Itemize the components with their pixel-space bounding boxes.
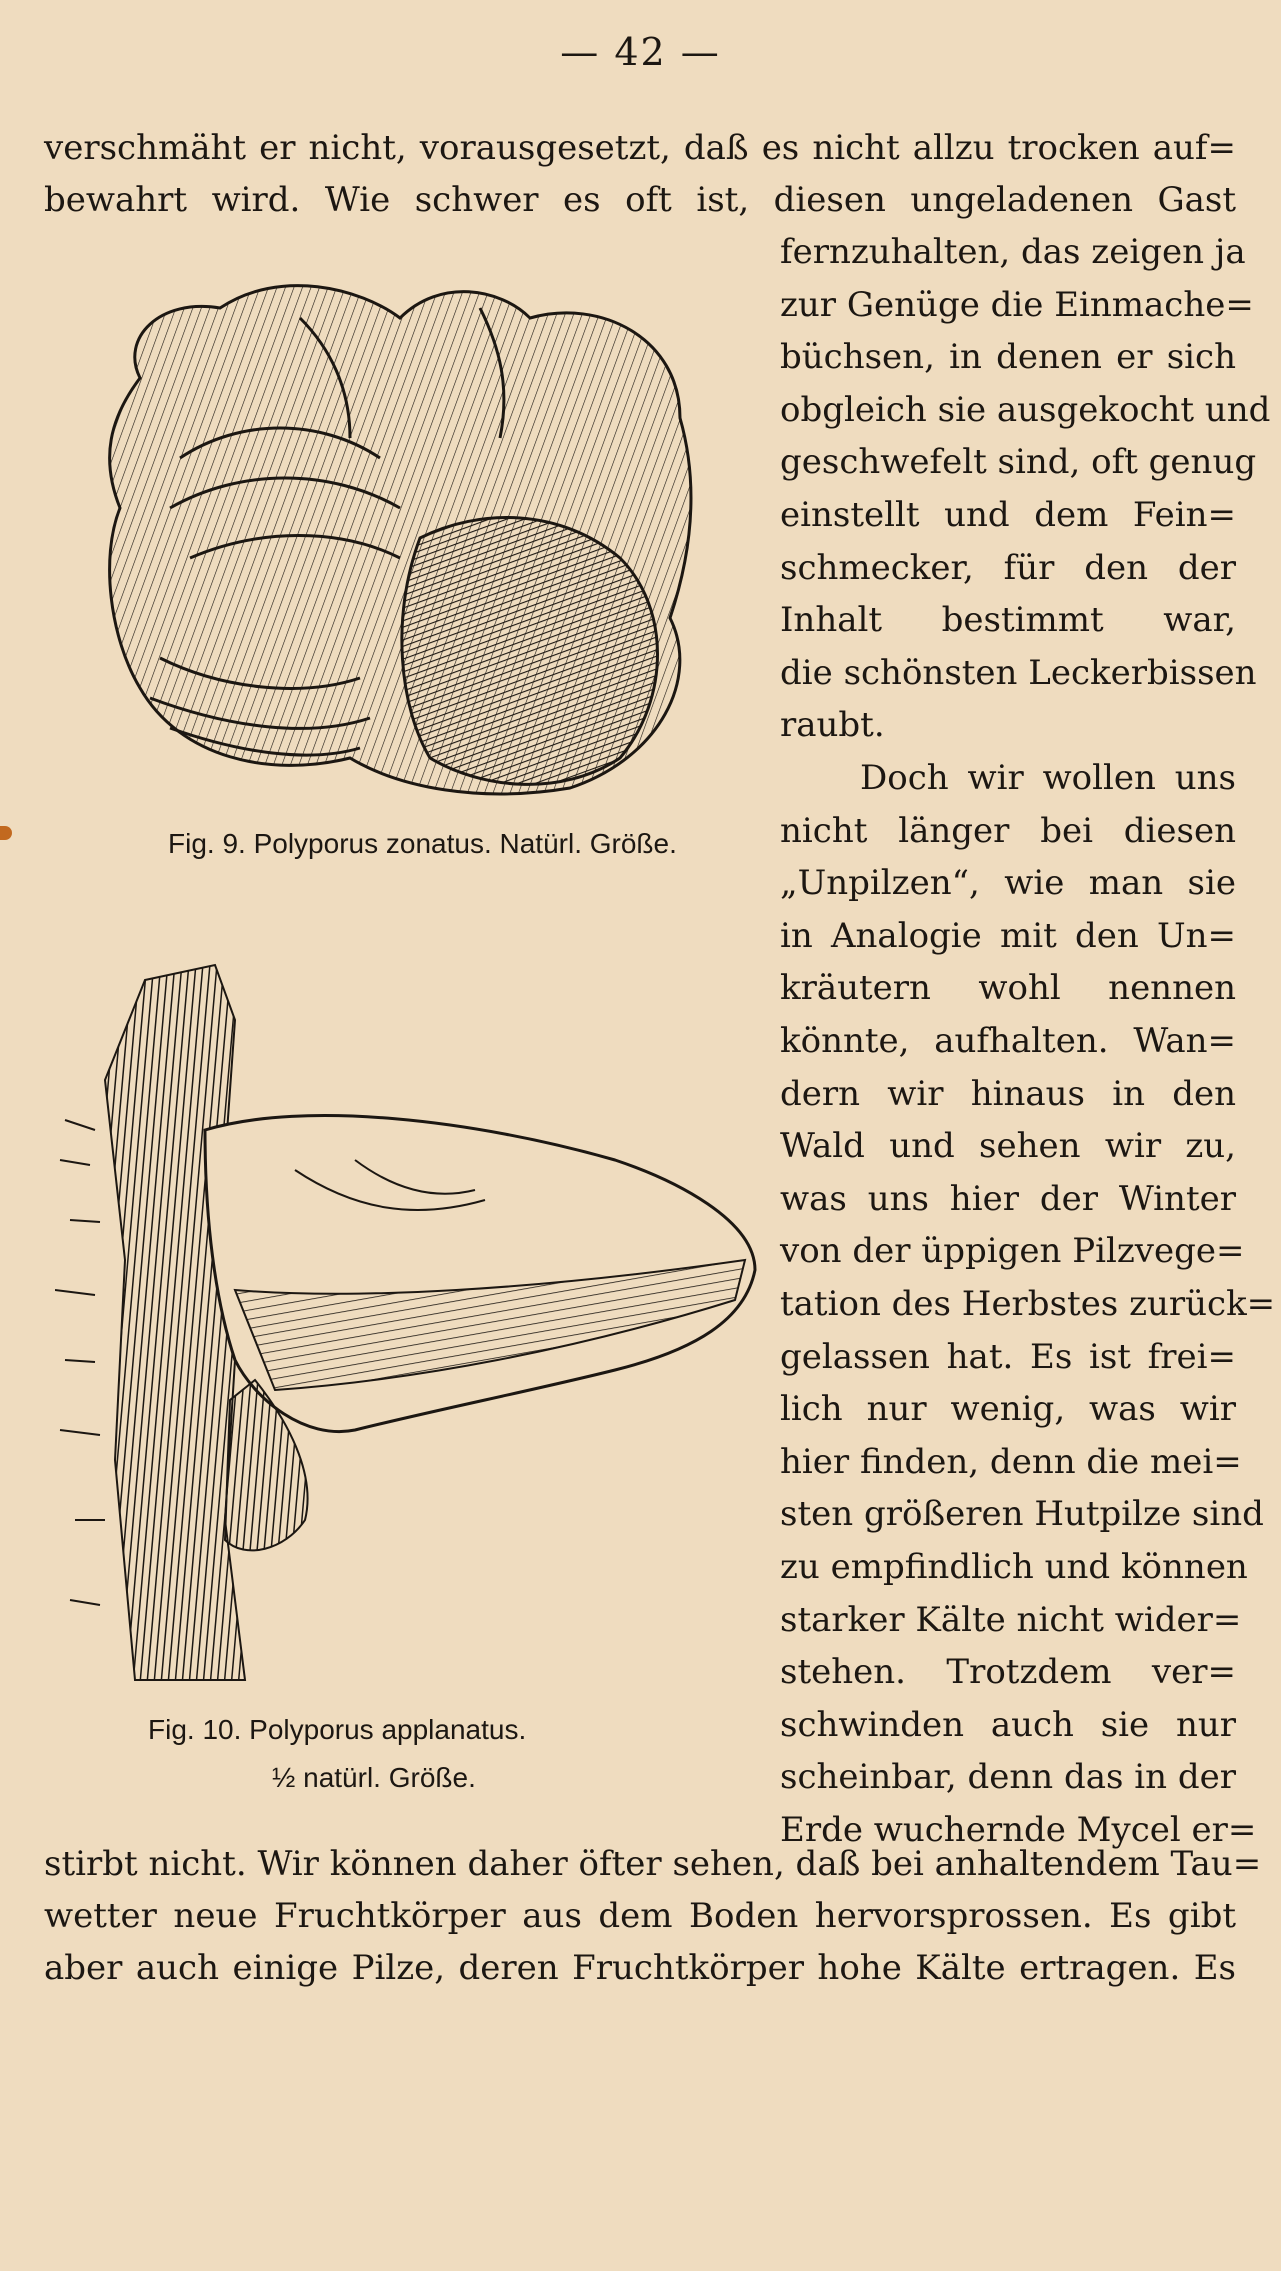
column-text-line: von der üppigen Pilzvege= <box>780 1231 1245 1272</box>
column-text-line: „Unpilzen“, wie man sie <box>780 863 1236 904</box>
column-text-line: fernzuhalten, das zeigen ja <box>780 232 1246 272</box>
column-text-line: büchsen, in denen er sich <box>780 337 1236 378</box>
column-text-line: die schönsten Leckerbissen <box>780 652 1257 693</box>
text-line: aber auch einige Pilze, deren Fruchtkörper hohe Kälte ertragen. Es <box>44 1948 1236 1988</box>
column-text-line: zur Genüge die Einmache= <box>780 284 1254 325</box>
column-text-line: tation des Herbstes zurück= <box>780 1284 1276 1324</box>
column-text-line: obgleich sie ausgekocht und <box>780 389 1271 430</box>
column-text-line: Doch wir wollen uns <box>860 758 1236 798</box>
column-text-line: stehen. Trotzdem ver= <box>780 1652 1236 1693</box>
text-line: wetter neue Fruchtkörper aus dem Boden hervorsprossen. Es gibt <box>44 1896 1236 1936</box>
column-text-line: gelassen hat. Es ist frei= <box>780 1336 1236 1377</box>
text-line: stirbt nicht. Wir können daher öfter sehen, daß bei anhaltendem Tau= <box>44 1844 1262 1884</box>
figure-9-illustration <box>100 258 710 803</box>
column-text-line: lich nur wenig, was wir <box>780 1389 1236 1430</box>
figure-10-caption-line2: ½ natürl. Größe. <box>272 1762 476 1793</box>
column-text-line: nicht länger bei diesen <box>780 810 1236 851</box>
column-text-line: scheinbar, denn das in der <box>780 1757 1236 1798</box>
page-number: — 42 — <box>560 30 721 74</box>
column-text-line: raubt. <box>780 705 885 746</box>
column-text-line: schwinden auch sie nur <box>780 1704 1236 1745</box>
column-text-line: sten größeren Hutpilze sind <box>780 1494 1264 1535</box>
column-text-line: könnte, aufhalten. Wan= <box>780 1021 1236 1061</box>
column-text-line: was uns hier der Winter <box>780 1178 1236 1219</box>
text-line: verschmäht er nicht, vorausgesetzt, daß es nicht allzu trocken auf= <box>44 128 1236 168</box>
column-text-line: zu empfindlich und können <box>780 1547 1248 1587</box>
column-text-line: geschwefelt sind, oft genug <box>780 442 1257 483</box>
column-text-line: hier finden, denn die mei= <box>780 1441 1242 1482</box>
column-text-line: schmecker, für den der <box>780 547 1236 588</box>
figure-10-caption-line1: Fig. 10. Polyporus applanatus. <box>148 1714 527 1745</box>
margin-mark <box>0 826 12 840</box>
figure-10-illustration <box>55 960 760 1695</box>
column-text-line: Wald und sehen wir zu, <box>780 1126 1236 1167</box>
column-text-line: einstellt und dem Fein= <box>780 495 1236 535</box>
column-text-line: kräutern wohl nennen <box>780 968 1236 1009</box>
column-text-line: in Analogie mit den Un= <box>780 915 1236 956</box>
column-text-line: starker Kälte nicht wider= <box>780 1599 1242 1640</box>
text-line: bewahrt wird. Wie schwer es oft ist, diesen ungeladenen Gast <box>44 180 1236 220</box>
column-text-line: Erde wuchernde Mycel er= <box>780 1810 1257 1850</box>
column-text-line: Inhalt bestimmt war, <box>780 600 1236 641</box>
column-text-line: dern wir hinaus in den <box>780 1073 1236 1114</box>
figure-9-caption: Fig. 9. Polyporus zonatus. Natürl. Größe. <box>168 828 677 859</box>
